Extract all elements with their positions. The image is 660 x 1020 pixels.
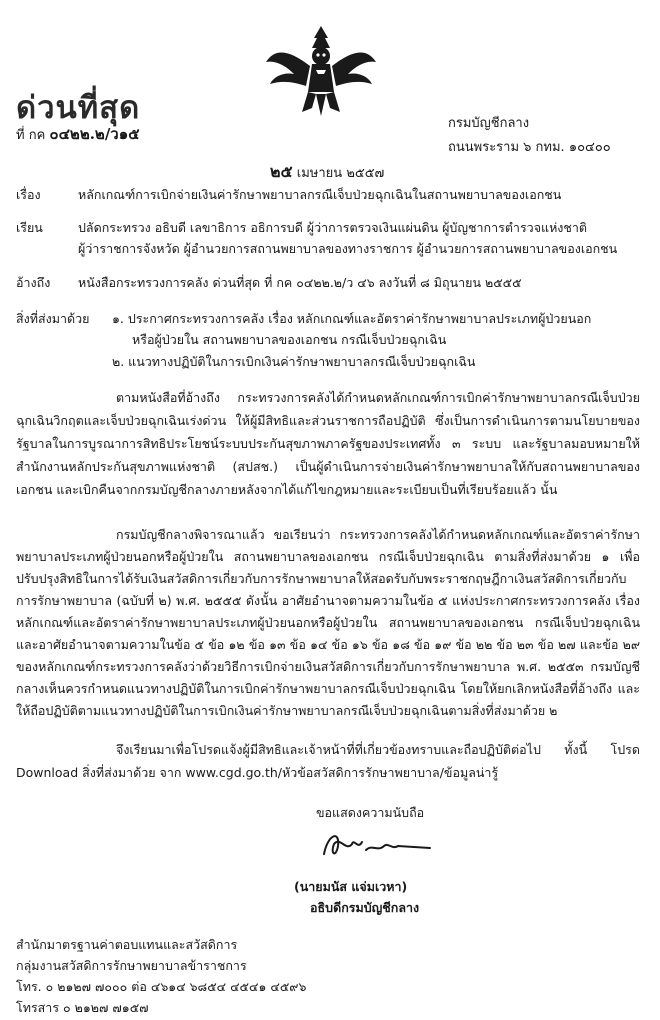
subject-label: เรื่อง <box>16 187 41 202</box>
handwritten-signature <box>318 824 438 864</box>
document-number <box>16 122 140 146</box>
footer-division: กลุ่มงานสวัสดิการรักษาพยาบาลข้าราชการ <box>16 958 247 973</box>
signatory-name: (นายมนัส แจ่มเวหา) <box>294 879 408 894</box>
signatory-position: อธิบดีกรมบัญชีกลาง <box>310 900 420 915</box>
document-number-value: ๐๔๒๒.๒/ว๑๕ <box>49 125 140 143</box>
subject-text: หลักเกณฑ์การเบิกจ่ายเงินค่ารักษาพยาบาลกรณีเจ็บป่วยฉุกเฉินในสถานพยาบาลของเอกชน <box>78 187 562 202</box>
closing-salutation: ขอแสดงความนับถือ <box>316 805 425 820</box>
recipient-line-1: ปลัดกระทรวง อธิบดี เลขาธิการ อธิการบดี ผู้ว่าการตรวจเงินแผ่นดิน ผู้บัญชาการตำรวจแห่งชาติ <box>78 220 588 235</box>
agency-address: ถนนพระราม ๖ กทม. ๑๐๔๐๐ <box>448 140 611 155</box>
body-paragraph-3: จึงเรียนมาเพื่อโปรดแจ้งผู้มีสิทธิและเจ้าหน้าที่ที่เกี่ยวข้องทราบและถือปฏิบัติต่อไป ทั้งนี้ โปรด Download สิ่งที่ส่งมาด้วย จาก www.cgd.go.th/หัวข้อสวัสดิการรักษาพยาบาล/ข้อมูลน่ารู้ <box>16 742 640 780</box>
recipient-label: เรียน <box>16 220 43 235</box>
footer-fax: โทรสาร ๐ ๒๑๒๗ ๗๑๕๗ <box>16 1000 149 1015</box>
footer-phone: โทร. ๐ ๒๑๒๗ ๗๐๐๐ ต่อ ๔๖๑๔ ๖๘๕๔ ๔๕๔๑ ๔๕๙๖ <box>16 979 307 994</box>
letter-date <box>270 160 384 185</box>
attachment-1-line-2: หรือผู้ป่วยใน สถานพยาบาลของเอกชน กรณีเจ็บป่วยฉุกเฉิน <box>132 332 447 347</box>
issuing-agency: กรมบัญชีกลาง <box>448 116 530 131</box>
document-number-prefix: ที่ กค <box>16 128 46 143</box>
date-day: ๒๕ <box>270 162 293 181</box>
attachment-2: ๒. แนวทางปฏิบัติในการเบิกเงินค่ารักษาพยาบาลกรณีเจ็บป่วยฉุกเฉิน <box>112 354 476 369</box>
reference-label: อ้างถึง <box>16 275 51 290</box>
body-paragraph-1: ตามหนังสือที่อ้างถึง กระทรวงการคลังได้กำหนดหลักเกณฑ์การเบิกค่ารักษาพยาบาลกรณีเจ็บป่วยฉุกเฉินวิกฤตและเจ็บป่วยฉุกเฉินเร่งด่วน ให้ผู้มีสิทธิและส่วนราชการถือปฏิบัติ ซึ่งเป็นการดำเนินการตามนโยบายของรัฐบาลในการบูรณาการสิทธิประโยชน์ระบบประกันสุขภาพภาครัฐของประเทศทั้ง ๓ ระบบ และรัฐบาลมอบหมายให้สำนักงานหลักประกันสุขภาพแห่งชาติ (สปสช.) เป็นผู้ดำเนินการจ่ายเงินค่ารักษาพยาบาลให้กับสถานพยาบาลของเอกชน และเบิกคืนจากกรมบัญชีกลางภายหลังจากได้แก้ไขกฎหมายและระเบียบเป็นที่เรียบร้อยแล้ว นั้น <box>16 390 640 497</box>
garuda-emblem-icon <box>262 22 380 118</box>
attachments-label: สิ่งที่ส่งมาด้วย <box>16 311 90 326</box>
attachment-1-line-1: ๑. ประกาศกระทรวงการคลัง เรื่อง หลักเกณฑ์และอัตราค่ารักษาพยาบาลประเภทผู้ป่วยนอก <box>112 311 592 326</box>
footer-office: สำนักมาตรฐานค่าตอบแทนและสวัสดิการ <box>16 937 238 952</box>
urgent-stamp: ด่วนที่สุด <box>16 90 141 126</box>
reference-text: หนังสือกระทรวงการคลัง ด่วนที่สุด ที่ กค ๐๔๒๒.๒/ว ๔๖ ลงวันที่ ๘ มิถุนายน ๒๕๕๕ <box>78 275 522 290</box>
recipient-line-2: ผู้ว่าราชการจังหวัด ผู้อำนวยการสถานพยาบาลของทางราชการ ผู้อำนวยการสถานพยาบาลของเอกชน <box>78 241 618 256</box>
body-paragraph-2: กรมบัญชีกลางพิจารณาแล้ว ขอเรียนว่า กระทรวงการคลังได้กำหนดหลักเกณฑ์และอัตราค่ารักษาพยาบาลประเภทผู้ป่วยนอกหรือผู้ป่วยใน สถานพยาบาลของเอกชน กรณีเจ็บป่วยฉุกเฉิน ตามสิ่งที่ส่งมาด้วย ๑ เพื่อปรับปรุงสิทธิในการได้รับเงินสวัสดิการเกี่ยวกับการรักษาพยาบาลให้สอดรับกับพระราชกฤษฎีกาเงินสวัสดิการเกี่ยวกับการรักษาพยาบาล (ฉบับที่ ๒) พ.ศ. ๒๕๕๕ ดังนั้น อาศัยอำนาจตามความในข้อ ๕ แห่งประกาศกระทรวงการคลัง เรื่อง หลักเกณฑ์และอัตราค่ารักษาพยาบาลประเภทผู้ป่วยนอกหรือผู้ป่วยใน สถานพยาบาลของเอกชน กรณีเจ็บป่วยฉุกเฉิน และอาศัยอำนาจตามความในข้อ ๕ ข้อ ๑๒ ข้อ ๑๓ ข้อ ๑๔ ข้อ ๑๖ ข้อ ๑๘ ข้อ ๑๙ ข้อ ๒๒ ข้อ ๒๓ ข้อ ๒๗ และข้อ ๒๙ ของหลักเกณฑ์กระทรวงการคลังว่าด้วยวิธีการเบิกจ่ายเงินสวัสดิการเกี่ยวกับการรักษาพยาบาล พ.ศ. ๒๕๕๓ กรมบัญชีกลางเห็นควรกำหนดแนวทางปฏิบัติในการเบิกค่ารักษาพยาบาลกรณีเจ็บป่วยฉุกเฉิน โดยให้ยกเลิกหนังสือที่อ้างถึง และให้ถือปฏิบัติตามแนวทางปฏิบัติในการเบิกเงินค่ารักษาพยาบาลกรณีเจ็บป่วยฉุกเฉินตามสิ่งที่ส่งมาด้วย ๒ <box>16 527 640 718</box>
date-month-year: เมษายน ๒๕๕๗ <box>296 166 385 181</box>
